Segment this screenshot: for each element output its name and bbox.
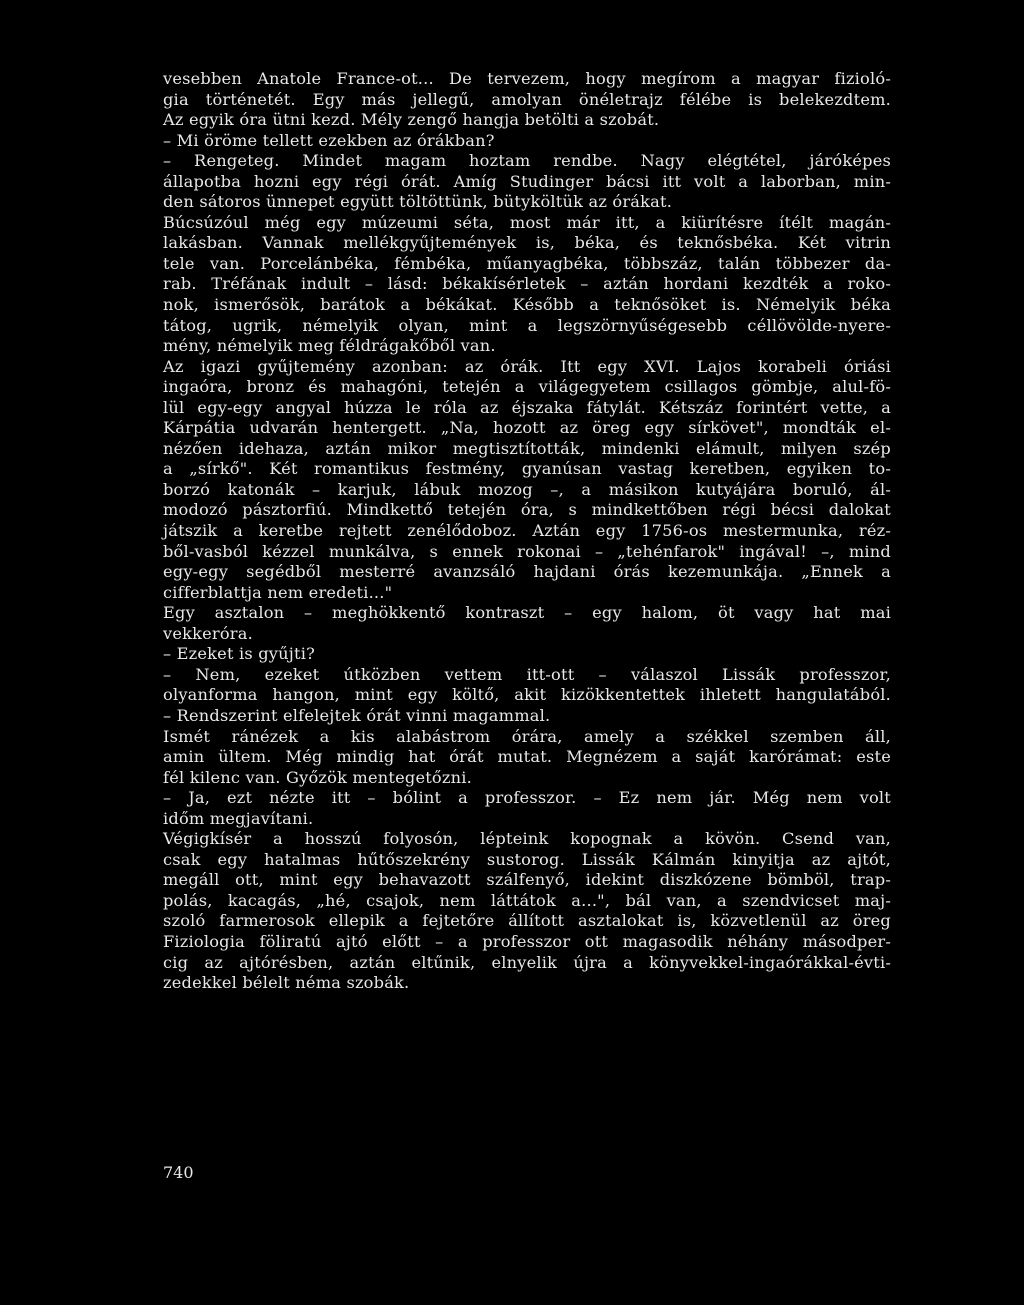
text-line: rab. Tréfának indult – lásd: békakísérletek – aztán hordani kezdték a roko- <box>163 274 891 294</box>
text-line: egy-egy segédből mesterré avanzsáló hajdani órás kezemunkája. „Ennek a <box>163 562 891 582</box>
text-line: megáll ott, mint egy behavazott szálfenyő, idekint diszkózene bömböl, trap- <box>163 870 891 890</box>
text-line: állapotba hozni egy régi órát. Amíg Studinger bácsi itt volt a laborban, min- <box>163 171 891 191</box>
text-line: Végigkísér a hosszú folyosón, lépteink kopognak a kövön. Csend van, <box>163 829 891 849</box>
text-line: játszik a keretbe rejtett zenélődoboz. Aztán egy 1756-os mestermunka, réz- <box>163 521 891 541</box>
text-line: nézően idehaza, aztán mikor megtisztították, mindenki elámult, milyen szép <box>163 438 891 458</box>
text-line: – Rendszerint elfelejtek órát vinni magammal. <box>163 705 551 725</box>
text-line: Az igazi gyűjtemény azonban: az órák. Itt egy XVI. Lajos korabeli óriási <box>163 356 891 376</box>
text-line: – Nem, ezeket útközben vettem itt-ott – válaszol Lissák professzor, <box>163 664 891 684</box>
text-line: – Ezeket is gyűjti? <box>163 644 315 664</box>
text-line: Ismét ránézek a kis alabástrom órára, amely a székkel szemben áll, <box>163 726 891 746</box>
text-line: mény, némelyik meg féldrágakőből van. <box>163 336 496 356</box>
text-line: amin ültem. Még mindig hat órát mutat. Megnézem a saját karórámat: este <box>163 747 891 767</box>
text-line: ből-vasból kézzel munkálva, s ennek rokonai – „tehénfarok" ingával! –, mind <box>163 541 891 561</box>
text-line: lakásban. Vannak mellékgyűjtemények is, béka, és teknősbéka. Két vitrin <box>163 233 891 253</box>
text-line: a „sírkő". Két romantikus festmény, gyanúsan vastag keretben, egyiken to- <box>163 459 891 479</box>
text-line: Fiziologia föliratú ajtó előtt – a professzor ott magasodik néhány másodper- <box>163 931 891 951</box>
text-line: Kárpátia udvarán hentergett. „Na, hozott az öreg egy sírkövet", mondták el- <box>163 418 891 438</box>
text-line: nok, ismerősök, barátok a békákat. Később a teknősöket is. Némelyik béka <box>163 295 891 315</box>
text-line: szoló farmerosok ellepik a fejtetőre állított asztalokat is, közvetlenül az öreg <box>163 911 891 931</box>
text-line: den sátoros ünnepet együtt töltöttünk, bütyköltük az órákat. <box>163 192 673 212</box>
text-line: – Rengeteg. Mindet magam hoztam rendbe. Nagy elégtétel, járóképes <box>163 151 891 171</box>
text-line: fél kilenc van. Győzök mentegetőzni. <box>163 767 472 787</box>
text-line: lül egy-egy angyal húzza le róla az éjszaka fátylát. Kétszáz forintért vette, a <box>163 397 891 417</box>
text-line: tele van. Porcelánbéka, fémbéka, műanyagbéka, többszáz, talán többezer da- <box>163 253 891 273</box>
text-line: modozó pásztorfiú. Mindkettő tetején óra, s mindkettőben régi bécsi dalokat <box>163 500 891 520</box>
text-line: Búcsúzóul még egy múzeumi séta, most már itt, a kiürítésre ítélt magán- <box>163 212 891 232</box>
text-line: vesebben Anatole France-ot... De tervezem, hogy megírom a magyar fizioló- <box>163 69 891 88</box>
text-line: gia történetét. Egy más jellegű, amolyan önéletrajz félébe is belekezdtem. <box>163 89 891 109</box>
text-line: olyanforma hangon, mint egy költő, akit kizökkentettek ihletett hangulatából. <box>163 685 891 705</box>
text-line: cig az ajtórésben, aztán eltűnik, elnyelik újra a könyvekkel-ingaórákkal-évti- <box>163 952 891 972</box>
text-line: zedekkel bélelt néma szobák. <box>163 973 410 993</box>
text-line: Egy asztalon – meghökkentő kontraszt – egy halom, öt vagy hat mai <box>163 603 891 623</box>
text-line: – Ja, ezt nézte itt – bólint a professzor. – Ez nem jár. Még nem volt <box>163 788 891 808</box>
text-line: vekkeróra. <box>163 623 253 643</box>
text-line: ingaóra, bronz és mahagóni, tetején a világegyetem csillagos gömbje, alul-fö- <box>163 377 891 397</box>
text-line: csak egy hatalmas hűtőszekrény sustorog. Lissák Kálmán kinyitja az ajtót, <box>163 849 891 869</box>
text-line: borzó katonák – karjuk, lábuk mozog –, a másikon kutyájára boruló, ál- <box>163 479 891 499</box>
text-line: cifferblattja nem eredeti..." <box>163 582 393 602</box>
text-line: időm megjavítani. <box>163 808 314 828</box>
page-text <box>163 69 891 994</box>
text-line: Az egyik óra ütni kezd. Mély zengő hangja betölti a szobát. <box>163 110 660 130</box>
text-line: – Mi öröme tellett ezekben az órákban? <box>163 130 495 150</box>
text-line: tátog, ugrik, némelyik olyan, mint a legszörnyűségesebb céllövölde-nyere- <box>163 315 891 335</box>
text-line: polás, kacagás, „hé, csajok, nem láttátok a...", bál van, a szendvicset maj- <box>163 890 891 910</box>
page-number: 740 <box>163 1163 194 1182</box>
